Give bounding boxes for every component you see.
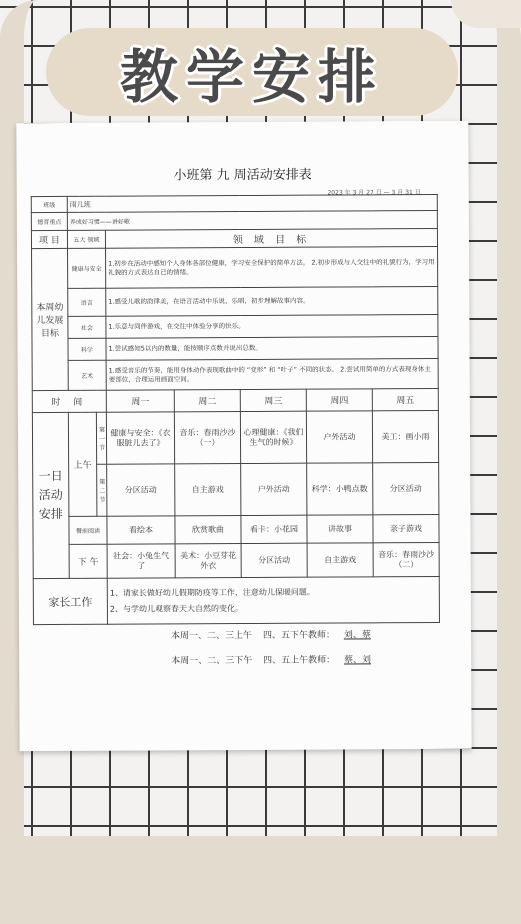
afternoon-label: 下 午 <box>69 544 107 578</box>
activity-cell: 自主游戏 <box>175 464 241 516</box>
period1-label: 第一节 <box>96 412 106 464</box>
lunch-row <box>33 514 439 544</box>
activity-cell: 心理健康：《我们生气的时候》 <box>240 411 306 463</box>
area-name: 科学 <box>68 338 106 360</box>
day-header: 周四 <box>306 389 372 411</box>
lunch-label: 餐前阅读 <box>69 516 107 544</box>
day-header: 周五 <box>372 388 438 410</box>
area-header: 五大 领域 <box>67 230 105 248</box>
area-row <box>32 336 438 360</box>
schedule-table <box>31 194 440 625</box>
area-name: 语言 <box>68 288 106 316</box>
parents-item: 2、与学幼儿观察春天大自然的变化。 <box>109 603 244 614</box>
activity-cell: 科学：小鸭点数 <box>307 463 373 515</box>
time-label: 时 间 <box>32 390 106 412</box>
activity-cell: 户外活动 <box>306 411 372 463</box>
activity-cell: 分区活动 <box>241 543 307 577</box>
activity-cell: 社会：小兔生气了 <box>107 544 175 578</box>
area-goal: 1.尝试感知5以内的数量，能按顺序点数并说出总数。 <box>106 336 438 360</box>
parents-row <box>33 576 439 624</box>
focus-value: 养成好习惯——讲好歌 <box>67 210 437 230</box>
activity-cell: 欣赏歌曲 <box>175 516 241 544</box>
day-header: 周一 <box>106 390 174 412</box>
morning-label: 上午 <box>68 412 97 516</box>
focus-label: 德育重点 <box>31 212 67 230</box>
area-goal: 1.初步在活动中感知个人身体各部位健康，学习安全保护的简单方法。 2.初步形成与人交往中的礼貌行为，学习用礼貌的方式表达自己的情绪。 <box>106 246 438 288</box>
day-header: 周三 <box>240 389 306 411</box>
goals-header-row <box>31 228 437 248</box>
project-header: 项 目 <box>31 230 67 248</box>
activity-cell: 分区活动 <box>107 464 175 516</box>
area-goal: 1.感受音乐的节奏，能用身体动作表现歌曲中的 “变形” 和 “叶子” 不同的状态。 2.尝试用简单的方式表现身体主要部位，合理运用画面空间。 <box>106 358 438 390</box>
area-row <box>32 314 438 338</box>
activity-cell: 健康与安全：《衣服脏儿去了》 <box>106 412 174 464</box>
banner-title: 教学安排 <box>119 43 384 111</box>
activity-cell: 美工：画小雨 <box>372 410 438 462</box>
area-row <box>32 358 438 390</box>
activity-cell: 亲子游戏 <box>373 514 439 542</box>
activity-cell: 音乐：春雨沙沙（二） <box>373 542 439 576</box>
area-name: 社会 <box>68 316 106 338</box>
doc-title: 小班第 九 周活动安排表 <box>173 167 312 184</box>
afternoon-row <box>33 542 439 578</box>
schedule-text: 本周一、二、三下午 <box>171 655 253 667</box>
schedule-paper <box>16 121 471 751</box>
doc-date: 2023 年 3 月 27 日 — 3 月 31 日 <box>327 189 421 197</box>
area-name: 健康与安全 <box>68 248 106 288</box>
schedule-text: 四、五上午教师： <box>263 655 336 666</box>
area-goal: 1.感受儿歌的韵律美，在语言活动中乐说、乐唱，初步理解故事内容。 <box>106 286 438 316</box>
day-header: 周二 <box>174 390 240 412</box>
goals-header: 领 域 目 标 <box>105 228 437 248</box>
board-bottom <box>0 836 521 924</box>
title-banner <box>46 28 458 116</box>
parents-item: 1、请家长做好幼儿假期防疫等工作，注意幼儿保暖问题。 <box>109 587 315 598</box>
schedule-text: 本周一、二、三上午 <box>171 630 253 642</box>
area-row <box>32 246 438 288</box>
activity-cell: 户外活动 <box>241 463 307 515</box>
activity-cell: 美术：小豆芽花外衣 <box>175 544 241 578</box>
teacher-schedule-2 <box>171 652 371 666</box>
parents-label: 家长工作 <box>33 578 107 624</box>
activity-cell: 讲故事 <box>307 515 373 543</box>
day-activity-label: 一日活动安排 <box>32 412 69 578</box>
activity-cell: 自主游戏 <box>307 543 373 577</box>
class-label: 班级 <box>31 196 67 212</box>
area-row <box>32 286 438 316</box>
teacher-schedule-1 <box>171 627 371 641</box>
focus-row <box>31 210 437 230</box>
class-value: 雨儿班 <box>67 194 437 212</box>
area-goal: 1.乐意与同伴游戏，在交往中体验分享的快乐。 <box>106 314 438 338</box>
parents-content <box>107 576 439 624</box>
morning-p1-row <box>32 410 438 464</box>
area-name: 艺术 <box>68 360 106 390</box>
teacher-names: 刘、蔡 <box>343 630 371 641</box>
period2-label: 第二节 <box>97 464 107 516</box>
activity-cell: 分区活动 <box>373 462 439 514</box>
activity-cell: 看卡：小花园 <box>241 515 307 543</box>
days-header-row <box>32 388 438 412</box>
schedule-text: 四、五下午教师： <box>262 630 335 641</box>
activity-cell: 看绘本 <box>107 516 175 544</box>
teacher-names: 蔡、刘 <box>343 655 371 666</box>
weekly-goal-label: 本周幼儿发展目标 <box>32 248 69 390</box>
activity-cell: 音乐：春雨沙沙（一） <box>174 412 240 464</box>
